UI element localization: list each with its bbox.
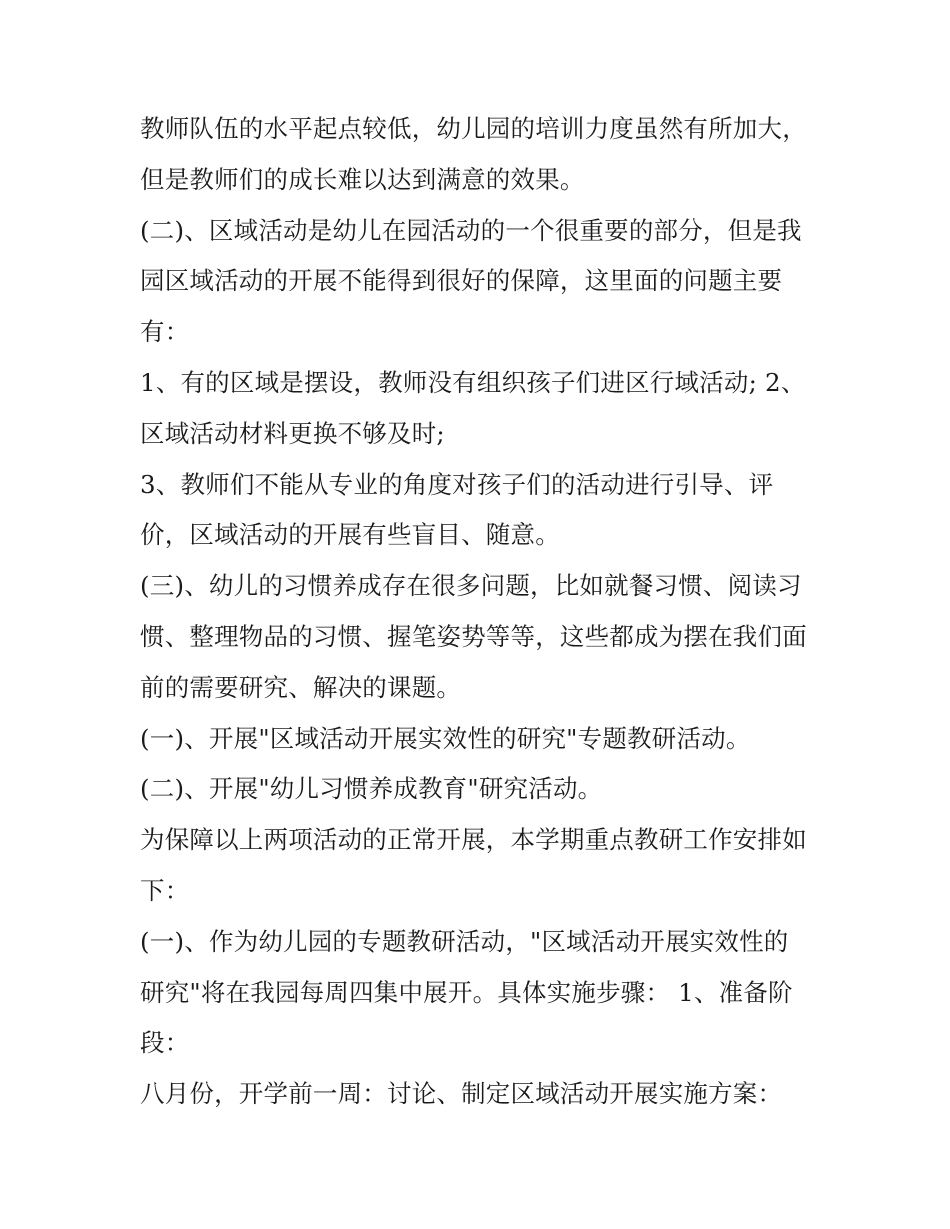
document-body <box>140 104 820 1120</box>
text-line: 八月份，开学前一周：讨论、制定区域活动开展实施方案： <box>140 1079 783 1109</box>
text-line: (三)、幼儿的习惯养成存在很多问题，比如就餐习惯、阅读习 <box>140 571 802 601</box>
text-line: 下： <box>140 875 190 905</box>
text-line: (一)、作为幼儿园的专题教研活动，"区域活动开展实效性的 <box>140 926 789 956</box>
text-line: 园区域活动的开展不能得到很好的保障，这里面的问题主要 <box>140 266 783 296</box>
text-line: 1、有的区域是摆设，教师没有组织孩子们进区行域活动; 2、 <box>140 367 806 397</box>
text-line: 价，区域活动的开展有些盲目、随意。 <box>140 520 560 550</box>
text-line: 为保障以上两项活动的正常开展，本学期重点教研工作安排如 <box>140 825 807 855</box>
text-line: (一)、开展"区域活动开展实效性的研究"专题教研活动。 <box>140 723 751 753</box>
text-line: 惯、整理物品的习惯、握笔姿势等等，这些都成为摆在我们面 <box>140 621 807 651</box>
text-line: 前的需要研究、解决的课题。 <box>140 672 462 702</box>
text-line: (二)、区域活动是幼儿在园活动的一个很重要的部分，但是我 <box>140 215 802 245</box>
text-line: 但是教师们的成长难以达到满意的效果。 <box>140 164 585 194</box>
text-line: 有： <box>140 317 190 347</box>
text-line: (二)、开展"幼儿习惯养成教育"研究活动。 <box>140 774 603 804</box>
text-line: 3、教师们不能从专业的角度对孩子们的活动进行引导、评 <box>140 469 774 499</box>
text-line: 研究"将在我园每周四集中展开。具体实施步骤： 1、准备阶 <box>140 977 793 1007</box>
text-line: 段： <box>140 1028 190 1058</box>
text-line: 教师队伍的水平起点较低，幼儿园的培训力度虽然有所加大， <box>140 114 807 143</box>
text-line: 区域活动材料更换不够及时; <box>140 418 445 448</box>
